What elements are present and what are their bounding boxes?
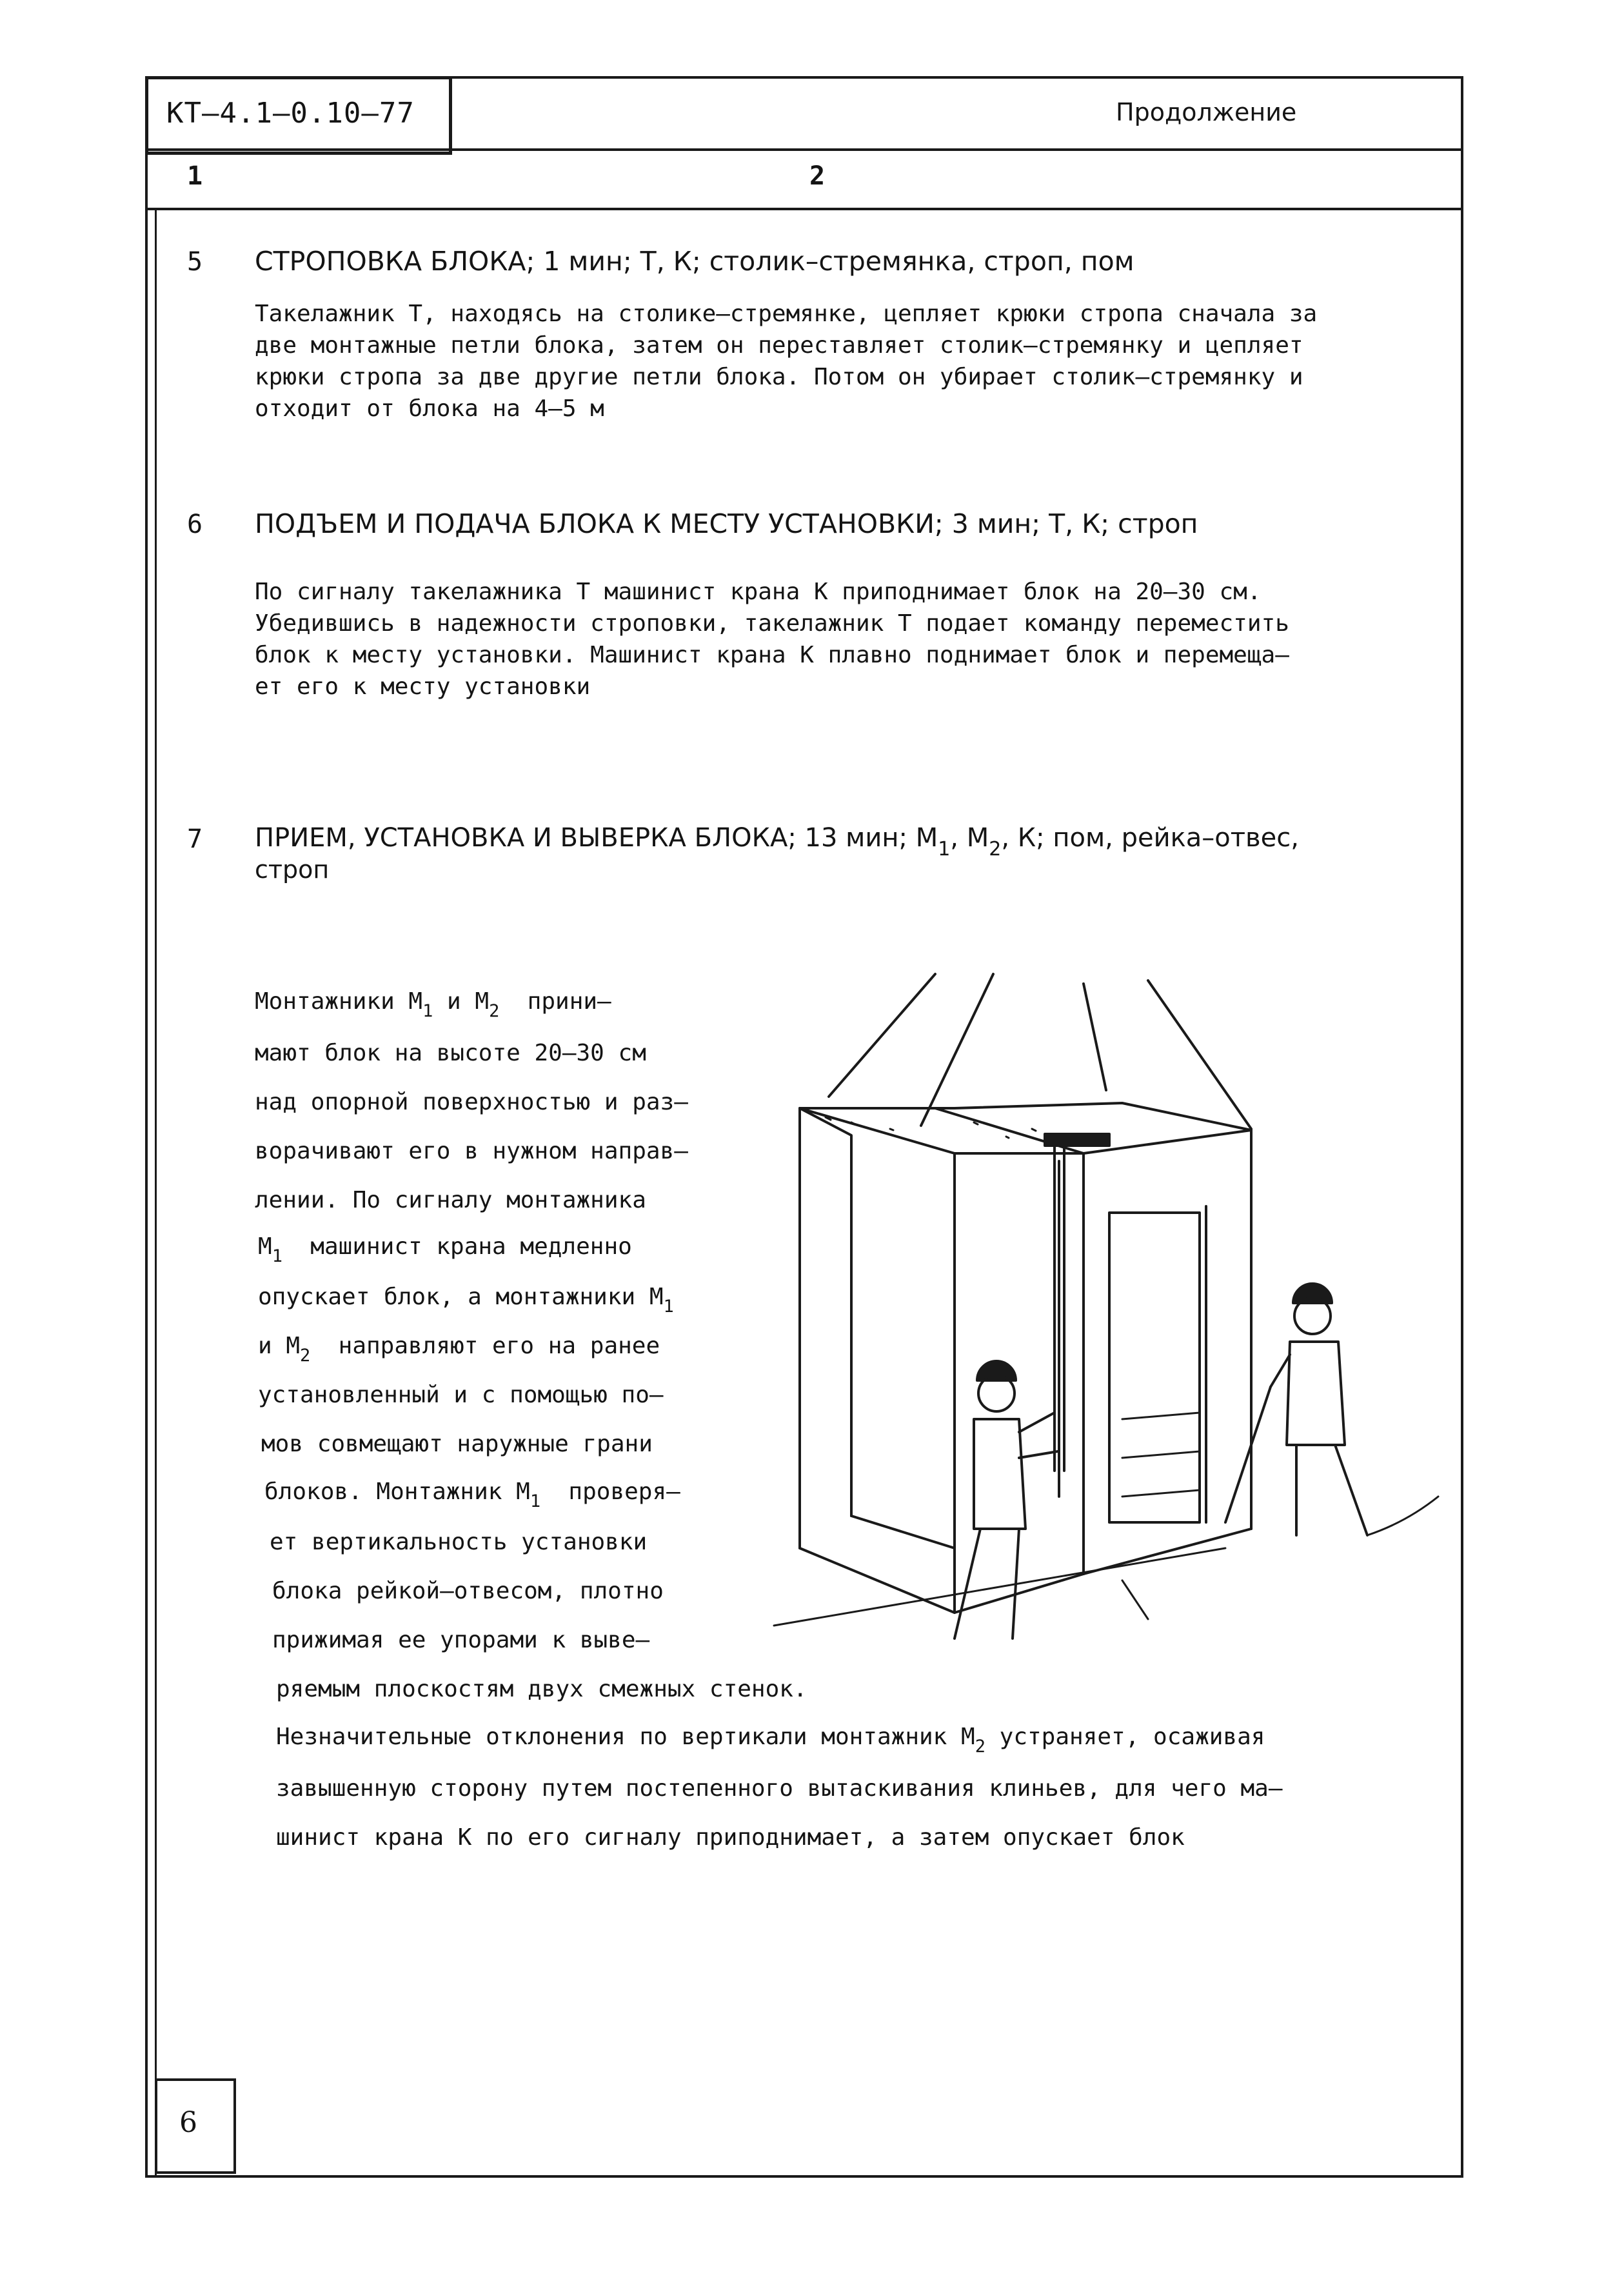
flow-text-line: Незначительные отклонения по вертикали монтажник $М_2$ устраняет, осаживая [276, 1724, 1265, 1757]
step-text-line: блок к месту установки. Машинист крана К плавно поднимает блок и перемеща– [255, 642, 1289, 668]
flow-text-line: ет вертикальность установки [270, 1529, 648, 1555]
step-text-line: две монтажные петли блока, затем он переставляет столик–стремянку и цепляет [255, 332, 1303, 359]
step-text-line: отходит от блока на 4–5 м [255, 395, 604, 422]
flow-text-line: лении. По сигналу монтажника [255, 1187, 646, 1213]
plumb-rail [1045, 1134, 1109, 1497]
document-code: КТ–4.1–0.10–77 [166, 97, 415, 130]
flow-text-line: опускает блок, а монтажники $М_1$ [258, 1284, 674, 1317]
block-roof [800, 1103, 1251, 1153]
flow-text-line: ряемым плоскостям двух смежных стенок. [276, 1676, 807, 1702]
step-title: СТРОПОВКА БЛОКА; 1 мин; Т, К; столик–стремянка, строп, пом [255, 246, 1134, 277]
block-installation-illustration [761, 968, 1483, 1651]
block-walls [800, 1108, 1251, 1613]
step-text-line: По сигналу такелажника Т машинист крана К приподнимает блок на 20–30 см. [255, 579, 1262, 605]
step-title-continuation: строп [255, 855, 330, 884]
column-header-rule [145, 208, 1461, 210]
flow-text-line: прижимая ее упорами к выве– [272, 1627, 650, 1653]
flow-text-line: блоков. Монтажник $М_1$ проверя– [264, 1478, 680, 1512]
step-text-line: Убедившись в надежности строповки, такелажник Т подает команду переместить [255, 610, 1289, 637]
flow-text-line: блока рейкой–отвесом, плотно [272, 1578, 664, 1604]
step-title: ПРИЕМ, УСТАНОВКА И ВЫВЕРКА БЛОКА; 13 мин; $М_1$, $М_2$, К; пом, рейка–отвес, [255, 823, 1299, 861]
step-text-line: ет его к месту установки [255, 673, 591, 700]
column-header-2: 2 [809, 161, 826, 191]
header-rule [145, 148, 1461, 151]
step-text-line: Такелажник Т, находясь на столике–стремянке, цепляет крюки стропа сначала за [255, 301, 1318, 327]
flow-text-line: $М_1$ машинист крана медленно [258, 1233, 632, 1267]
flow-text-line: ворачивают его в нужном направ– [255, 1138, 688, 1164]
flow-text-line: мают блок на высоте 20–30 см [255, 1040, 646, 1066]
flow-text-line: мов совмещают наружные грани [261, 1431, 653, 1457]
continuation-label: Продолжение [1116, 98, 1297, 126]
number-column-rule [155, 208, 157, 2175]
flow-text-line: установленный и с помощью по– [258, 1382, 664, 1408]
page-number: 6 [179, 2106, 197, 2139]
step-number: 6 [187, 510, 203, 539]
flow-text-line: шинист крана К по его сигналу приподнимает, а затем опускает блок [276, 1824, 1185, 1851]
flow-text-line: над опорной поверхностью и раз– [255, 1089, 688, 1115]
step-title: ПОДЪЕМ И ПОДАЧА БЛОКА К МЕСТУ УСТАНОВКИ; 3 мин; Т, К; строп [255, 508, 1198, 539]
step-number: 5 [187, 247, 203, 277]
column-header-1: 1 [187, 161, 203, 191]
flow-text-line: Монтажники $М_1$ и $М_2$ прини– [255, 988, 611, 1022]
step-text-line: крюки стропа за две другие петли блока. Потом он убирает столик–стремянку и [255, 364, 1303, 390]
installer-worker-right [1225, 1284, 1438, 1535]
flow-text-line: завышенную сторону путем постепенного вытаскивания клиньев, для чего ма– [276, 1775, 1283, 1802]
flow-text-line: и $М_2$ направляют его на ранее [258, 1333, 660, 1366]
step-number: 7 [187, 824, 203, 854]
